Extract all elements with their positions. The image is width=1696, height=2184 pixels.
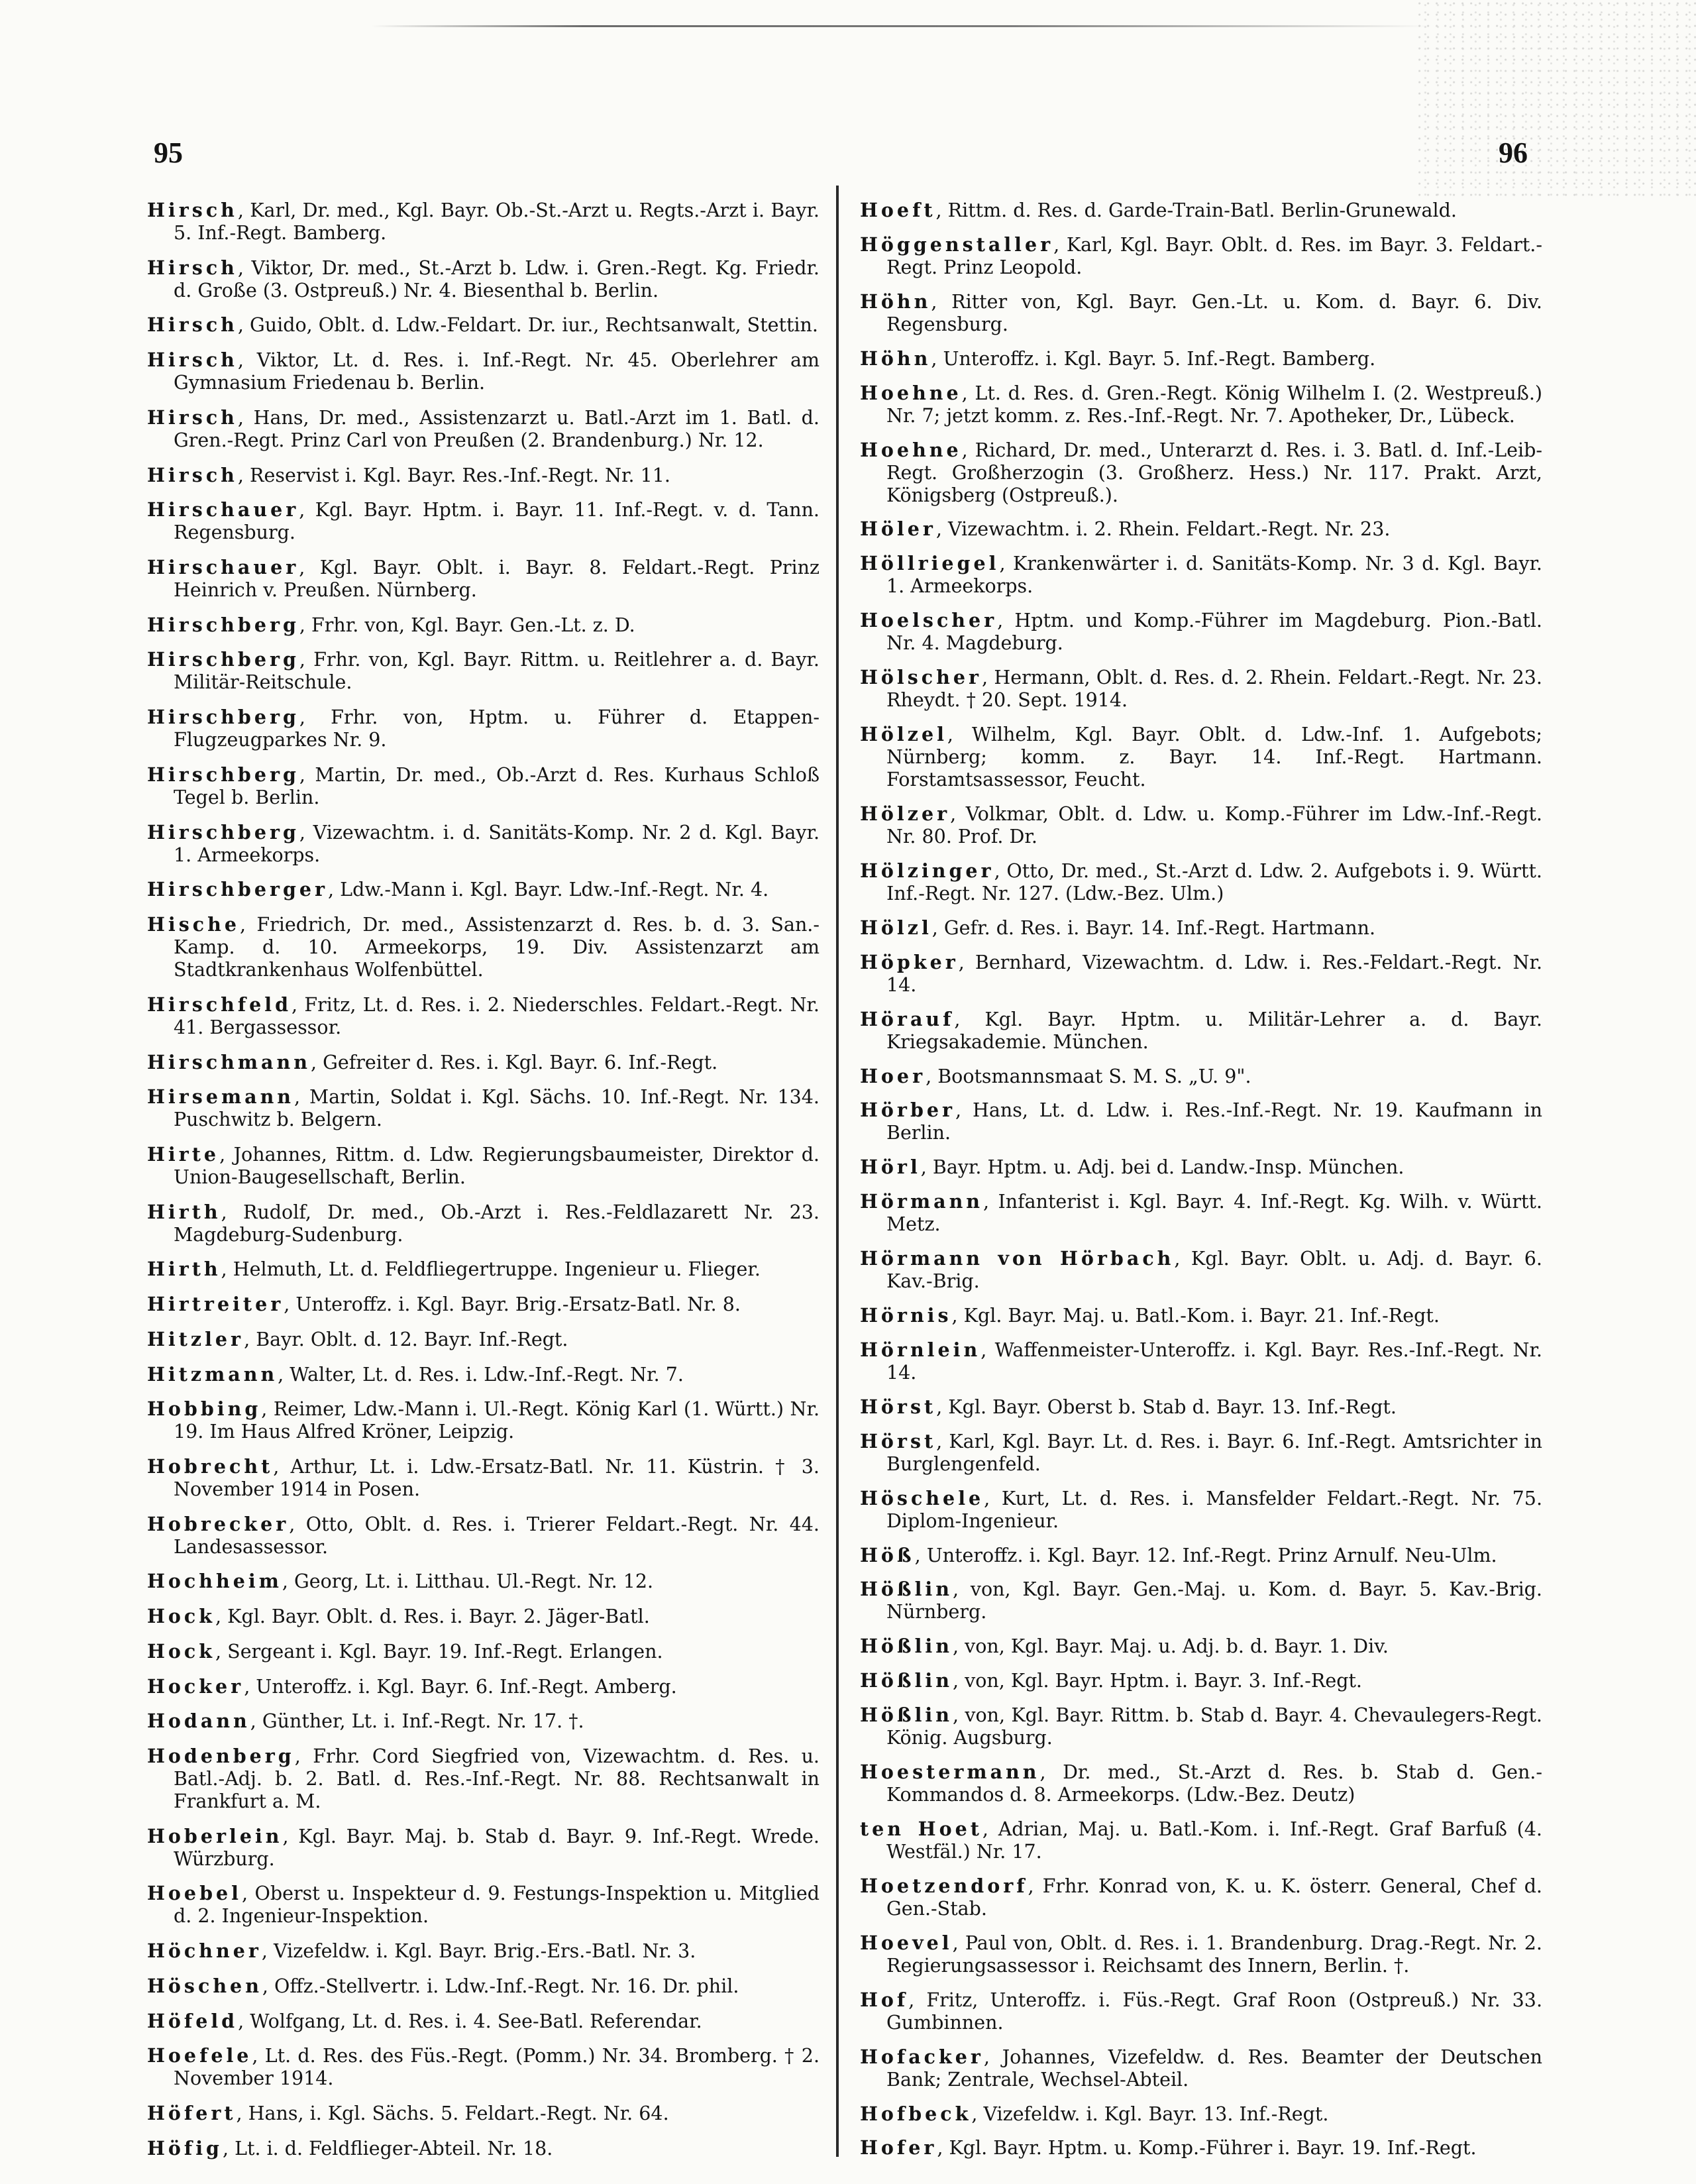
entry-details: , Frhr. Cord Siegfried von, Vizewachtm. d. Res. u. Batl.-Adj. b. 2. Batl. d. Res.-Inf.-Regt. Nr. 88. Rechtsanwalt in Frankfurt a. M. xyxy=(174,1745,820,1812)
entry-details: , Hans, i. Kgl. Sächs. 5. Feldart.-Regt. Nr. 64. xyxy=(236,2102,669,2125)
entry-details: , Reimer, Ldw.-Mann i. Ul.-Regt. König Karl (1. Württ.) Nr. 19. Im Haus Alfred Kröner, Leipzig. xyxy=(174,1398,820,1443)
directory-entry xyxy=(147,256,820,302)
entry-details: , Unteroffz. i. Kgl. Bayr. 6. Inf.-Regt. Amberg. xyxy=(244,1675,677,1698)
left-column xyxy=(147,199,820,2160)
entry-surname: Hirsch xyxy=(147,406,238,429)
entry-surname: Hirschberg xyxy=(147,820,299,844)
directory-entry xyxy=(147,706,820,751)
entry-details: , Kurt, Lt. d. Res. i. Mansfelder Feldart.-Regt. Nr. 75. Diplom-Ingenieur. xyxy=(886,1487,1542,1532)
directory-entry xyxy=(860,1065,1542,1088)
entry-details: , Reservist i. Kgl. Bayr. Res.-Inf.-Regt. Nr. 11. xyxy=(237,464,670,486)
scan-noise xyxy=(1418,0,1696,199)
scan-edge-line xyxy=(371,25,1431,27)
directory-entry xyxy=(147,2102,820,2125)
directory-entry xyxy=(860,1247,1542,1293)
entry-surname: Hirsch xyxy=(147,313,238,337)
directory-entry xyxy=(147,1710,820,1733)
directory-entry xyxy=(860,951,1542,997)
entry-details: , Viktor, Dr. med., St.-Arzt b. Ldw. i. Gren.-Regt. Kg. Friedr. d. Große (3. Ostpreuß.) Nr. 4. Biesenthal b. Berlin. xyxy=(174,256,820,301)
directory-entry xyxy=(147,406,820,452)
entry-surname: Hoebel xyxy=(147,1882,242,1905)
entry-surname: Hörst xyxy=(860,1429,937,1452)
directory-entry xyxy=(860,199,1542,222)
entry-surname: Höschen xyxy=(147,1974,262,1997)
entry-surname: Hoberlein xyxy=(147,1824,283,1847)
entry-details: , Kgl. Bayr. Hptm. u. Militär-Lehrer a. d. Bayr. Kriegsakademie. München. xyxy=(886,1008,1542,1053)
directory-entry xyxy=(147,1825,820,1871)
entry-surname: Hölscher xyxy=(860,666,982,689)
entry-surname: Hobbing xyxy=(147,1397,262,1421)
entry-surname: Hoestermann xyxy=(860,1761,1040,1784)
entry-details: , Ldw.-Mann i. Kgl. Bayr. Ldw.-Inf.-Regt. Nr. 4. xyxy=(328,879,769,901)
entry-details: , Fritz, Lt. d. Res. i. 2. Niederschles. Feldart.-Regt. Nr. 41. Bergassessor. xyxy=(174,993,820,1038)
entry-details: , Fritz, Unteroffz. i. Füs.-Regt. Graf Roon (Ostpreuß.) Nr. 33. Gumbinnen. xyxy=(886,1989,1542,2034)
entry-details: , Oberst u. Inspekteur d. 9. Festungs-Inspektion u. Mitglied d. 2. Ingenieur-Inspektion. xyxy=(174,1883,820,1928)
directory-entry xyxy=(147,1363,820,1386)
entry-surname: Höfig xyxy=(147,2136,223,2159)
entry-details: , Gefr. d. Res. i. Bayr. 14. Inf.-Regt. Hartmann. xyxy=(931,916,1376,939)
directory-entry xyxy=(147,1939,820,1963)
entry-details: , Vizewachtm. i. 2. Rhein. Feldart.-Regt. Nr. 23. xyxy=(935,518,1391,541)
directory-entry xyxy=(147,1605,820,1628)
entry-surname: Hofacker xyxy=(860,2045,984,2068)
column-divider xyxy=(836,186,839,2157)
entry-details: , Kgl. Bayr. Hptm. u. Komp.-Führer i. Bayr. 19. Inf.-Regt. xyxy=(937,2137,1477,2159)
entry-surname: Hochheim xyxy=(147,1570,282,1593)
entry-details: , Guido, Oblt. d. Ldw.-Feldart. Dr. iur., Rechtsanwalt, Stettin. xyxy=(237,314,818,337)
entry-details: , Vizewachtm. i. d. Sanitäts-Komp. Nr. 2 d. Kgl. Bayr. 1. Armeekorps. xyxy=(174,821,820,866)
entry-details: , Bootsmannsmaat S. M. S. „U. 9". xyxy=(926,1065,1251,1087)
entry-surname: Hitzler xyxy=(147,1327,244,1350)
directory-entry xyxy=(147,1143,820,1189)
directory-entry xyxy=(147,1085,820,1131)
directory-entry xyxy=(860,859,1542,905)
entry-surname: Höfeld xyxy=(147,2009,238,2032)
directory-entry xyxy=(860,1578,1542,1623)
directory-entry xyxy=(147,2137,820,2160)
entry-details: , Hans, Lt. d. Ldw. i. Res.-Inf.-Regt. Nr. 19. Kaufmann in Berlin. xyxy=(886,1099,1542,1144)
entry-surname: Hoefele xyxy=(147,2044,252,2067)
directory-entry xyxy=(147,878,820,901)
entry-details: , Unteroffz. i. Kgl. Bayr. 5. Inf.-Regt. Bamberg. xyxy=(931,347,1376,370)
directory-entry xyxy=(860,666,1542,712)
entry-surname: Hof xyxy=(860,1988,909,2011)
entry-surname: Hölzl xyxy=(860,916,932,939)
entry-details: , Hans, Dr. med., Assistenzarzt u. Batl.-Arzt im 1. Batl. d. Gren.-Regt. Prinz Carl von Preußen (2. Brandenburg.) Nr. 12. xyxy=(174,406,820,451)
entry-surname: Höggenstaller xyxy=(860,233,1054,256)
directory-entry xyxy=(860,1395,1542,1419)
entry-surname: Hoehne xyxy=(860,381,962,404)
entry-details: , Martin, Dr. med., Ob.-Arzt d. Res. Kurhaus Schloß Tegel b. Berlin. xyxy=(174,763,820,808)
entry-surname: Hirsch xyxy=(147,463,238,486)
entry-details: , Arthur, Lt. i. Ldw.-Ersatz-Batl. Nr. 11. Küstrin. † 3. November 1914 in Posen. xyxy=(174,1455,820,1500)
entry-details: , Unteroffz. i. Kgl. Bayr. Brig.-Ersatz-Batl. Nr. 8. xyxy=(284,1293,741,1316)
directory-entry xyxy=(860,1669,1542,1692)
entry-surname: Hirschberg xyxy=(147,763,299,786)
entry-surname: Hock xyxy=(147,1639,216,1663)
directory-entry xyxy=(860,1487,1542,1533)
directory-entry xyxy=(147,1258,820,1281)
entry-details: , Paul von, Oblt. d. Res. i. 1. Brandenburg. Drag.-Regt. Nr. 2. Regierungsassessor i. Reichsamt des Innern, Berlin. †. xyxy=(886,1932,1542,1977)
entry-details: , Wolfgang, Lt. d. Res. i. 4. See-Batl. Referendar. xyxy=(238,2010,702,2032)
entry-surname: Hirschberg xyxy=(147,706,299,729)
directory-entry xyxy=(860,347,1542,370)
entry-surname: Hirschfeld xyxy=(147,993,292,1016)
entry-surname: Hoeft xyxy=(860,199,936,221)
directory-entry xyxy=(147,1455,820,1501)
entry-details: , Friedrich, Dr. med., Assistenzarzt d. Res. b. d. 3. San.-Kamp. d. 10. Armeekorps, 19. Div. Assistenzarzt am Stadtkrankenhaus Wolfenbüttel. xyxy=(174,914,820,981)
entry-details: , Rittm. d. Res. d. Garde-Train-Batl. Berlin-Grunewald. xyxy=(935,199,1457,221)
entry-details: , Karl, Kgl. Bayr. Lt. d. Res. i. Bayr. 6. Inf.-Regt. Amtsrichter in Burglengenfeld. xyxy=(886,1430,1542,1475)
entry-surname: Hoehne xyxy=(860,438,962,461)
entry-surname: Hörauf xyxy=(860,1007,955,1030)
entry-surname: Hirschberger xyxy=(147,878,329,901)
entry-details: , Walter, Lt. d. Res. i. Ldw.-Inf.-Regt. Nr. 7. xyxy=(278,1363,684,1386)
entry-details: , Helmuth, Lt. d. Feldfliegertruppe. Ingenieur u. Flieger. xyxy=(221,1258,761,1281)
entry-details: , Günther, Lt. i. Inf.-Regt. Nr. 17. †. xyxy=(250,1710,584,1733)
directory-entry xyxy=(147,2044,820,2090)
directory-entry xyxy=(860,802,1542,848)
entry-surname: Hölzel xyxy=(860,723,947,746)
directory-entry xyxy=(860,382,1542,427)
entry-surname: Hörmann xyxy=(860,1190,984,1213)
entry-surname: Höfert xyxy=(147,2102,237,2125)
entry-surname: Hörl xyxy=(860,1156,921,1179)
directory-entry xyxy=(860,290,1542,336)
entry-surname: Hofer xyxy=(860,2136,937,2159)
entry-surname: Hirschauer xyxy=(147,498,299,521)
entry-details: , Lt. i. d. Feldflieger-Abteil. Nr. 18. xyxy=(222,2137,553,2159)
entry-surname: Hitzmann xyxy=(147,1362,278,1386)
entry-details: , Kgl. Bayr. Maj. b. Stab d. Bayr. 9. Inf.-Regt. Wrede. Würzburg. xyxy=(174,1825,820,1870)
directory-entry xyxy=(147,556,820,602)
entry-details: , Sergeant i. Kgl. Bayr. 19. Inf.-Regt. Erlangen. xyxy=(215,1640,663,1663)
entry-details: , Georg, Lt. i. Litthau. Ul.-Regt. Nr. 12. xyxy=(282,1570,654,1593)
directory-entry xyxy=(860,1156,1542,1179)
directory-entry xyxy=(147,2010,820,2033)
page-number-left: 95 xyxy=(154,136,183,169)
entry-details: , Frhr. Konrad von, K. u. K. österr. General, Chef d. Gen.-Stab. xyxy=(886,1875,1542,1920)
directory-entry xyxy=(147,913,820,981)
entry-surname: Hoer xyxy=(860,1064,926,1087)
directory-entry xyxy=(860,1932,1542,1977)
entry-surname: Hodann xyxy=(147,1710,250,1733)
entry-details: , Kgl. Bayr. Oblt. d. Res. i. Bayr. 2. Jäger-Batl. xyxy=(215,1606,650,1628)
entry-details: , Hptm. und Komp.-Führer im Magdeburg. Pion.-Batl. Nr. 4. Magdeburg. xyxy=(886,610,1542,655)
directory-entry xyxy=(147,313,820,337)
entry-details: , Ritter von, Kgl. Bayr. Gen.-Lt. u. Kom. d. Bayr. 6. Div. Regensburg. xyxy=(886,290,1542,335)
directory-entry xyxy=(147,199,820,245)
entry-details: , Frhr. von, Kgl. Bayr. Gen.-Lt. z. D. xyxy=(299,614,635,636)
entry-surname: Hoevel xyxy=(860,1931,953,1954)
directory-entry xyxy=(860,233,1542,279)
entry-surname: Hirsch xyxy=(147,349,238,372)
entry-surname: Hocker xyxy=(147,1674,244,1698)
directory-entry xyxy=(860,2136,1542,2159)
directory-entry xyxy=(147,614,820,637)
directory-entry xyxy=(860,2046,1542,2091)
entry-details: , Volkmar, Oblt. d. Ldw. u. Komp.-Führer im Ldw.-Inf.-Regt. Nr. 80. Prof. Dr. xyxy=(886,802,1542,847)
entry-surname: Höler xyxy=(860,518,936,541)
entry-details: , Johannes, Rittm. d. Ldw. Regierungsbaumeister, Direktor d. Union-Baugesellschaft, Berlin. xyxy=(174,1143,820,1188)
entry-surname: Hoelscher xyxy=(860,609,998,632)
entry-details: , von, Kgl. Bayr. Maj. u. Adj. b. d. Bayr. 1. Div. xyxy=(952,1635,1389,1658)
directory-entry xyxy=(860,439,1542,507)
entry-surname: ten Hoet xyxy=(860,1818,982,1840)
entry-details: , Infanterist i. Kgl. Bayr. 4. Inf.-Regt. Kg. Wilh. v. Württ. Metz. xyxy=(886,1191,1542,1236)
directory-entry xyxy=(860,518,1542,541)
directory-entry xyxy=(860,1989,1542,2034)
directory-entry xyxy=(147,1328,820,1351)
directory-entry xyxy=(147,464,820,487)
page-number-right: 96 xyxy=(1499,136,1528,169)
entry-surname: Hirschauer xyxy=(147,556,299,579)
entry-details: , Vizefeldw. i. Kgl. Bayr. Brig.-Ers.-Batl. Nr. 3. xyxy=(261,1940,696,1963)
directory-entry xyxy=(147,1201,820,1246)
entry-details: , Kgl. Bayr. Oblt. u. Adj. d. Bayr. 6. Kav.-Brig. xyxy=(886,1248,1542,1293)
entry-surname: Höhn xyxy=(860,290,931,313)
entry-details: , Gefreiter d. Res. i. Kgl. Bayr. 6. Inf.-Regt. xyxy=(310,1051,718,1073)
directory-entry xyxy=(860,2102,1542,2126)
entry-details: , Hermann, Oblt. d. Res. d. 2. Rhein. Feldart.-Regt. Nr. 23. Rheydt. † 20. Sept. 1914. xyxy=(886,667,1542,712)
entry-surname: Höhn xyxy=(860,347,931,370)
entry-details: , Bernhard, Vizewachtm. d. Ldw. i. Res.-Feldart.-Regt. Nr. 14. xyxy=(886,951,1542,996)
entry-details: , Richard, Dr. med., Unterarzt d. Res. i. 3. Batl. d. Inf.-Leib-Regt. Großherzogin (3. Großherz. Hess.) Nr. 117. Prakt. Arzt, Königsberg (Ostpreuß.). xyxy=(886,439,1542,506)
entry-details: , Frhr. von, Hptm. u. Führer d. Etappen-Flugzeugparkes Nr. 9. xyxy=(174,706,820,751)
entry-surname: Hirtreiter xyxy=(147,1293,284,1316)
entry-details: , Wilhelm, Kgl. Bayr. Oblt. d. Ldw.-Inf. 1. Aufgebots; Nürnberg; komm. z. Bayr. 14. Inf.-Regt. Hartmann. Forstamtsassessor, Feucht. xyxy=(886,724,1542,791)
directory-entry xyxy=(860,723,1542,791)
entry-details: , Martin, Soldat i. Kgl. Sächs. 10. Inf.-Regt. Nr. 134. Puschwitz b. Belgern. xyxy=(174,1086,820,1131)
entry-details: , Otto, Dr. med., St.-Arzt d. Ldw. 2. Aufgebots i. 9. Württ. Inf.-Regt. Nr. 127. (Ldw.-Bez. Ulm.) xyxy=(886,859,1542,904)
directory-entry xyxy=(147,1640,820,1663)
directory-entry xyxy=(147,1513,820,1558)
directory-entry xyxy=(860,1875,1542,1920)
entry-surname: Hößlin xyxy=(860,1704,953,1727)
entry-details: , Viktor, Lt. d. Res. i. Inf.-Regt. Nr. 45. Oberlehrer am Gymnasium Friedenau b. Berlin. xyxy=(174,349,820,394)
entry-details: , Lt. d. Res. des Füs.-Regt. (Pomm.) Nr. 34. Bromberg. † 2. November 1914. xyxy=(174,2045,820,2090)
entry-surname: Hock xyxy=(147,1605,216,1628)
entry-details: , Kgl. Bayr. Oblt. i. Bayr. 8. Feldart.-Regt. Prinz Heinrich v. Preußen. Nürnberg. xyxy=(174,557,820,602)
entry-surname: Hirsch xyxy=(147,199,238,221)
entry-details: , von, Kgl. Bayr. Gen.-Maj. u. Kom. d. Bayr. 5. Kav.-Brig. Nürnberg. xyxy=(886,1578,1542,1623)
directory-entry xyxy=(147,1745,820,1813)
entry-surname: Hirschmann xyxy=(147,1050,311,1073)
entry-details: , Dr. med., St.-Arzt d. Res. b. Stab d. Gen.-Kommandos d. 8. Armeekorps. (Ldw.-Bez. Deutz) xyxy=(886,1761,1542,1806)
entry-details: , Adrian, Maj. u. Batl.-Kom. i. Inf.-Regt. Graf Barfuß (4. Westfäl.) Nr. 17. xyxy=(886,1818,1542,1863)
directory-entry xyxy=(147,498,820,544)
entry-surname: Hörnlein xyxy=(860,1338,981,1361)
directory-entry xyxy=(860,609,1542,655)
entry-details: , Johannes, Vizefeldw. d. Res. Beamter der Deutschen Bank; Zentrale, Wechsel-Abteil. xyxy=(886,2046,1542,2091)
entry-surname: Höschele xyxy=(860,1486,984,1509)
entry-details: , Kgl. Bayr. Maj. u. Batl.-Kom. i. Bayr. 21. Inf.-Regt. xyxy=(951,1305,1440,1327)
directory-entry xyxy=(860,552,1542,598)
directory-entry xyxy=(860,916,1542,940)
entry-surname: Hölzer xyxy=(860,802,951,825)
directory-entry xyxy=(147,1570,820,1593)
entry-details: , Karl, Dr. med., Kgl. Bayr. Ob.-St.-Arzt u. Regts.-Arzt i. Bayr. 5. Inf.-Regt. Bamberg. xyxy=(174,199,820,244)
entry-details: , Otto, Oblt. d. Res. i. Trierer Feldart.-Regt. Nr. 44. Landesassessor. xyxy=(174,1513,820,1558)
entry-details: , Lt. d. Res. d. Gren.-Regt. König Wilhelm I. (2. Westpreuß.) Nr. 7; jetzt komm. z. Res.-Inf.-Regt. Nr. 7. Apotheker, Dr., Lübeck. xyxy=(886,382,1542,427)
entry-details: , Rudolf, Dr. med., Ob.-Arzt i. Res.-Feldlazarett Nr. 23. Magdeburg-Sudenburg. xyxy=(174,1201,820,1246)
directory-entry xyxy=(147,993,820,1039)
entry-details: , Offz.-Stellvertr. i. Ldw.-Inf.-Regt. Nr. 16. Dr. phil. xyxy=(262,1975,739,1997)
directory-entry xyxy=(147,648,820,694)
entry-details: , Kgl. Bayr. Hptm. i. Bayr. 11. Inf.-Regt. v. d. Tann. Regensburg. xyxy=(174,499,820,544)
directory-entry xyxy=(147,1882,820,1928)
entry-details: , Waffenmeister-Unteroffz. i. Kgl. Bayr. Res.-Inf.-Regt. Nr. 14. xyxy=(886,1338,1542,1384)
directory-entry xyxy=(147,1675,820,1698)
directory-entry xyxy=(860,1008,1542,1054)
entry-surname: Hirte xyxy=(147,1142,220,1166)
entry-details: , Frhr. von, Kgl. Bayr. Rittm. u. Reitlehrer a. d. Bayr. Militär-Reitschule. xyxy=(174,649,820,694)
entry-surname: Höpker xyxy=(860,950,959,973)
directory-entry xyxy=(147,821,820,867)
entry-details: , von, Kgl. Bayr. Hptm. i. Bayr. 3. Inf.-Regt. xyxy=(952,1670,1362,1692)
directory-entry xyxy=(147,1975,820,1998)
right-column xyxy=(860,199,1542,2160)
entry-details: , Unteroffz. i. Kgl. Bayr. 12. Inf.-Regt. Prinz Arnulf. Neu-Ulm. xyxy=(914,1544,1497,1566)
entry-surname: Hirschberg xyxy=(147,648,299,671)
entry-surname: Hirth xyxy=(147,1200,221,1223)
entry-surname: Hößlin xyxy=(860,1669,953,1692)
entry-surname: Hobrecht xyxy=(147,1454,274,1478)
entry-details: , Krankenwärter i. d. Sanitäts-Komp. Nr. 3 d. Kgl. Bayr. 1. Armeekorps. xyxy=(886,553,1542,598)
entry-surname: Höchner xyxy=(147,1939,262,1963)
entry-surname: Hirschberg xyxy=(147,613,299,636)
entry-surname: Hobrecker xyxy=(147,1512,290,1535)
directory-entry xyxy=(860,1544,1542,1567)
directory-entry xyxy=(860,1818,1542,1863)
directory-entry xyxy=(147,1397,820,1443)
entry-surname: Hörmann von Hörbach xyxy=(860,1247,1175,1270)
entry-surname: Hische xyxy=(147,913,240,936)
entry-surname: Hirth xyxy=(147,1258,221,1281)
entry-surname: Höllriegel xyxy=(860,552,1000,575)
directory-entry xyxy=(860,1761,1542,1806)
directory-entry xyxy=(860,1099,1542,1144)
entry-surname: Hößlin xyxy=(860,1578,953,1601)
entry-surname: Hölzinger xyxy=(860,859,994,882)
entry-surname: Hörber xyxy=(860,1099,956,1122)
directory-entry xyxy=(860,1430,1542,1476)
entry-surname: Hofbeck xyxy=(860,2102,972,2125)
directory-entry xyxy=(860,1704,1542,1749)
entry-details: , Vizefeldw. i. Kgl. Bayr. 13. Inf.-Regt. xyxy=(971,2102,1329,2125)
entry-surname: Hirsch xyxy=(147,256,238,279)
directory-entry xyxy=(147,763,820,809)
entry-surname: Hörst xyxy=(860,1395,937,1418)
entry-surname: Hoetzendorf xyxy=(860,1874,1028,1897)
directory-entry xyxy=(147,349,820,394)
directory-entry xyxy=(860,1304,1542,1327)
entry-surname: Hirsemann xyxy=(147,1085,295,1109)
entry-details: , Bayr. Oblt. d. 12. Bayr. Inf.-Regt. xyxy=(244,1328,568,1350)
entry-details: , von, Kgl. Bayr. Rittm. b. Stab d. Bayr. 4. Chevaulegers-Regt. König. Augsburg. xyxy=(886,1704,1542,1749)
directory-entry xyxy=(860,1338,1542,1384)
directory-entry xyxy=(147,1051,820,1074)
entry-surname: Hörnis xyxy=(860,1304,952,1327)
entry-details: , Karl, Kgl. Bayr. Oblt. d. Res. im Bayr. 3. Feldart.-Regt. Prinz Leopold. xyxy=(886,233,1542,278)
entry-surname: Höß xyxy=(860,1543,915,1566)
directory-entry xyxy=(860,1190,1542,1236)
directory-entry xyxy=(860,1635,1542,1658)
entry-surname: Hößlin xyxy=(860,1635,953,1658)
entry-details: , Kgl. Bayr. Oberst b. Stab d. Bayr. 13. Inf.-Regt. xyxy=(936,1395,1397,1418)
entry-surname: Hodenberg xyxy=(147,1745,295,1767)
entry-details: , Bayr. Hptm. u. Adj. bei d. Landw.-Insp. München. xyxy=(920,1156,1404,1179)
directory-entry xyxy=(147,1293,820,1316)
